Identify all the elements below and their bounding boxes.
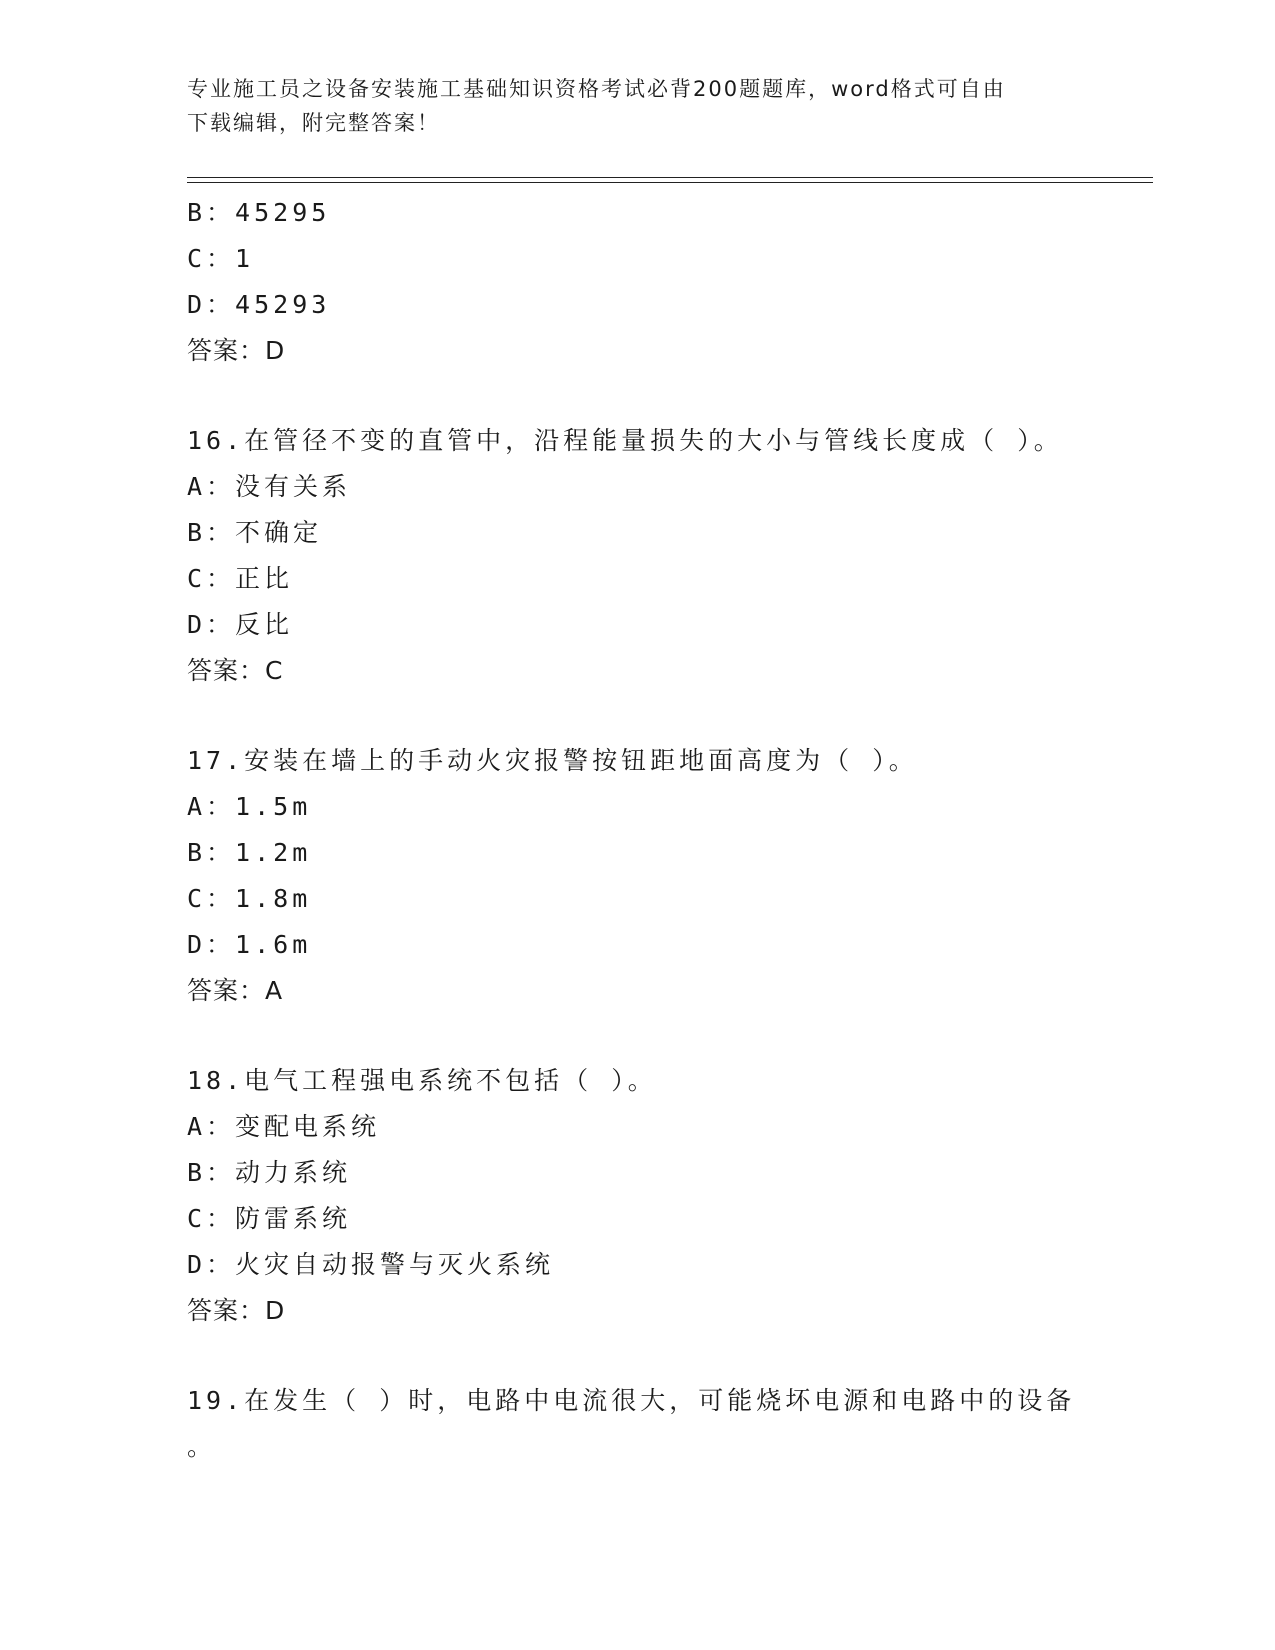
option-d: D：火灾自动报警与灭火系统 xyxy=(187,1250,555,1279)
header-divider-bottom xyxy=(187,182,1153,183)
option-c: C：正比 xyxy=(187,564,294,593)
option-a: A：变配电系统 xyxy=(187,1112,381,1141)
option-a: A：1.5m xyxy=(187,792,312,821)
option-d: D：1.6m xyxy=(187,930,312,959)
question-stem: 17.安装在墙上的手动火灾报警按钮距地面高度为（ ）。 xyxy=(187,746,918,775)
option-b: B：动力系统 xyxy=(187,1158,352,1187)
answer-line: 答案：D xyxy=(187,1296,286,1325)
question-stem: 18.电气工程强电系统不包括（ ）。 xyxy=(187,1066,657,1095)
option-c: C：防雷系统 xyxy=(187,1204,352,1233)
option-c: C：1.8m xyxy=(187,884,312,913)
question-19 xyxy=(187,1378,1087,1470)
header-title-line1: 专业施工员之设备安装施工基础知识资格考试必背200题题库，word格式可自由 xyxy=(187,77,1006,101)
answer-line: 答案：A xyxy=(187,976,284,1005)
question-list xyxy=(187,190,1087,1470)
option-d: D：45293 xyxy=(187,290,331,319)
option-b: B：45295 xyxy=(187,198,331,227)
option-b: B：1.2m xyxy=(187,838,312,867)
option-a: A：没有关系 xyxy=(187,472,352,501)
option-b: B：不确定 xyxy=(187,518,323,547)
question-continuation xyxy=(187,190,1087,374)
option-d: D：反比 xyxy=(187,610,294,639)
option-c: C：1 xyxy=(187,244,255,273)
answer-line: 答案：D xyxy=(187,336,286,365)
question-stem: 16.在管径不变的直管中，沿程能量损失的大小与管线长度成（ ）。 xyxy=(187,426,1063,455)
question-18 xyxy=(187,1058,1087,1334)
header-divider-top xyxy=(187,177,1153,178)
question-stem-line2: 。 xyxy=(187,1432,217,1461)
answer-line: 答案：C xyxy=(187,656,284,685)
header-title-line2: 下载编辑，附完整答案！ xyxy=(187,111,440,135)
document-header xyxy=(187,72,1067,140)
question-stem-line1: 19.在发生（ ）时，电路中电流很大，可能烧坏电源和电路中的设备 xyxy=(187,1386,1076,1415)
question-16 xyxy=(187,418,1087,694)
question-17 xyxy=(187,738,1087,1014)
